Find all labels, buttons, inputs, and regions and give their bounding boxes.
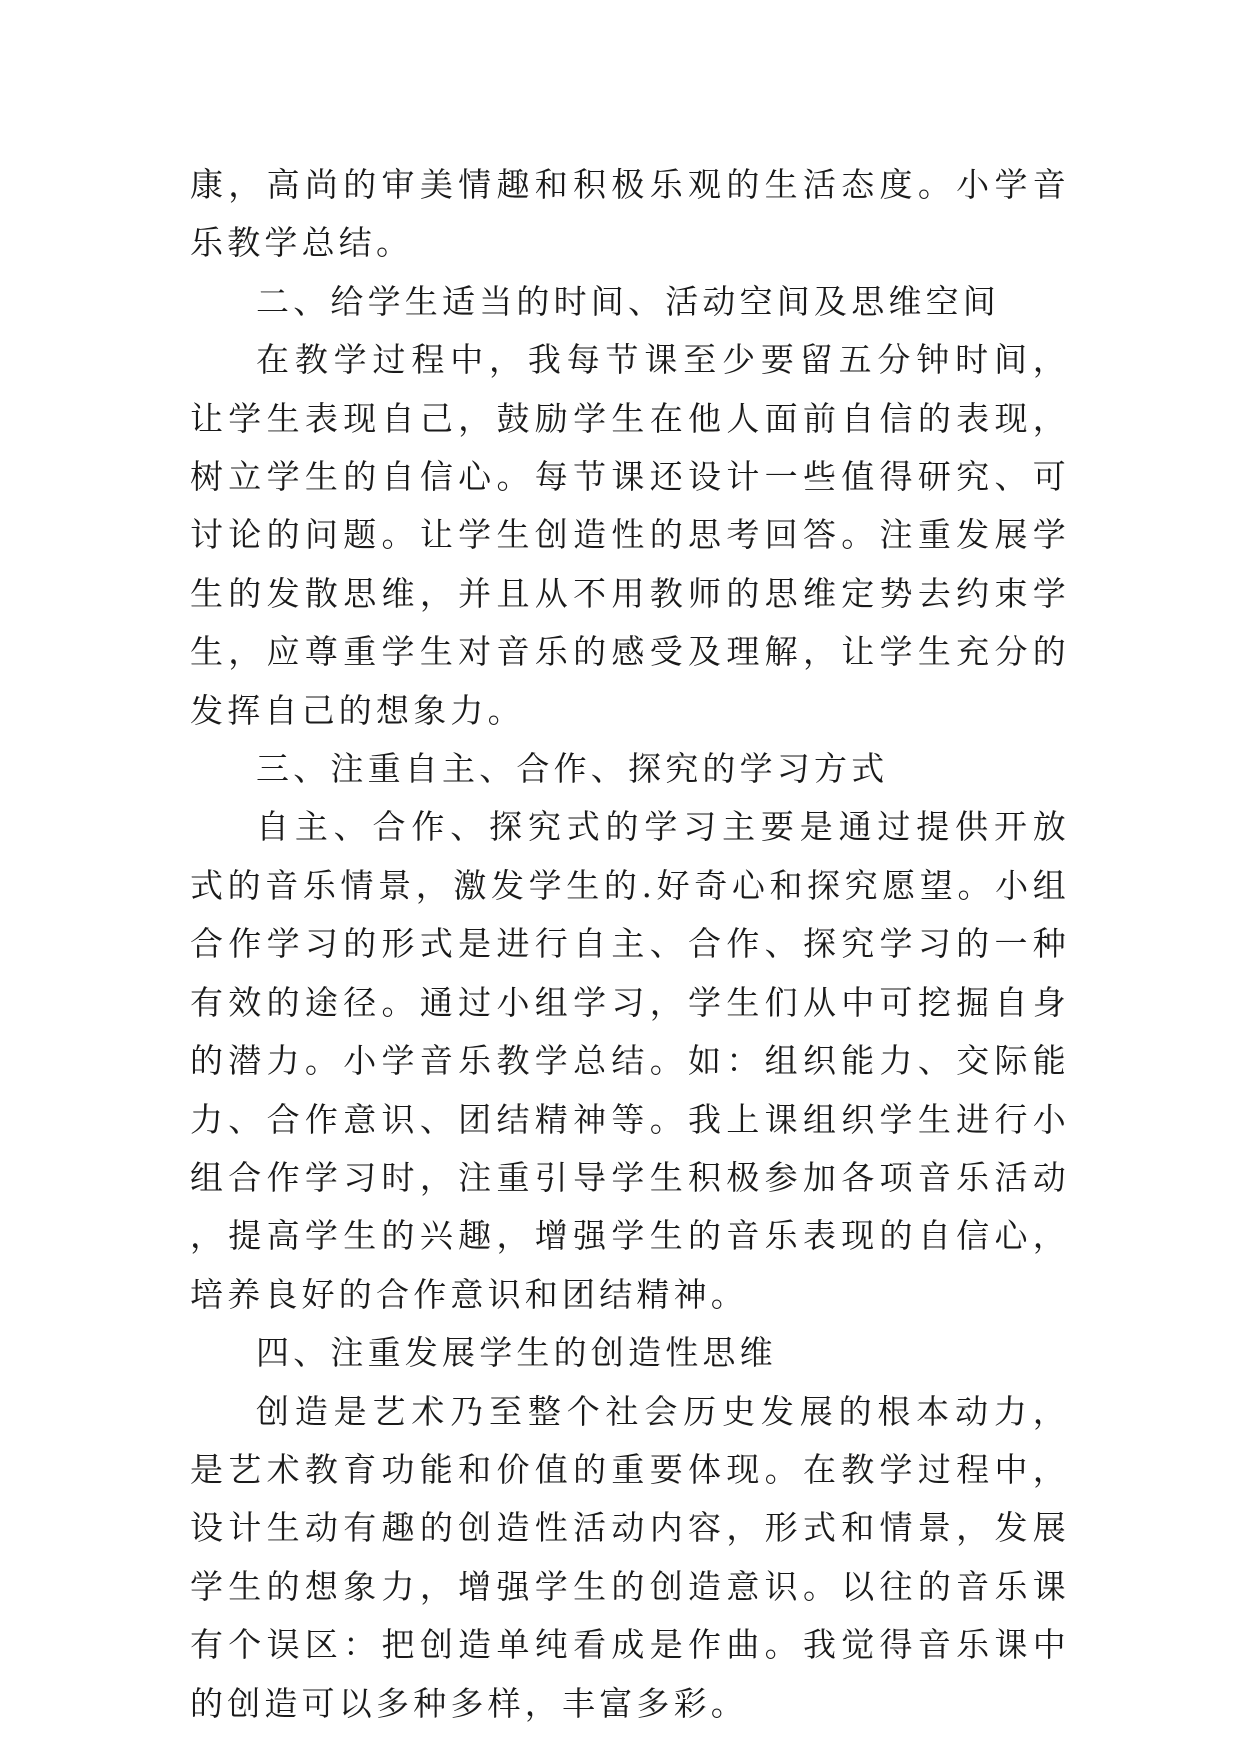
paragraph-time-and-space: 在教学过程中，我每节课至少要留五分钟时间，让学生表现自己，鼓励学生在他人面前自信的表现，树立学生的自信心。每节课还设计一些值得研究、可讨论的问题。让学生创造性的思考回答。注重发展学生的发散思维，并且从不用教师的思维定势去约束学生，应尊重学生对音乐的感受及理解，让学生充分的发挥自己的想象力。 — [190, 340, 1070, 730]
section-heading-4: 四、注重发展学生的创造性思维 — [256, 1333, 777, 1373]
paragraph-continuation: 康，高尚的审美情趣和积极乐观的生活态度。小学音乐教学总结。 — [190, 165, 1070, 263]
paragraph-creative-thinking: 创造是艺术乃至整个社会历史发展的根本动力，是艺术教育功能和价值的重要体现。在教学过程中，设计生动有趣的创造性活动内容，形式和情景，发展学生的想象力，增强学生的创造意识。以往的音乐课有个误区：把创造单纯看成是作曲。我觉得音乐课中的创造可以多种多样，丰富多彩。 — [190, 1391, 1070, 1723]
document-body — [190, 156, 1070, 1733]
section-heading-3: 三、注重自主、合作、探究的学习方式 — [256, 749, 889, 789]
section-heading-2: 二、给学生适当的时间、活动空间及思维空间 — [256, 281, 1000, 321]
paragraph-cooperative-learning: 自主、合作、探究式的学习主要是通过提供开放式的音乐情景，激发学生的.好奇心和探究愿望。小组合作学习的形式是进行自主、合作、探究学习的一种有效的途径。通过小组学习，学生们从中可挖掘自身的潜力。小学音乐教学总结。如：组织能力、交际能力、合作意识、团结精神等。我上课组织学生进行小组合作学习时，注重引导学生积极参加各项音乐活动，提高学生的兴趣，增强学生的音乐表现的自信心，培养良好的合作意识和团结精神。 — [190, 807, 1070, 1314]
